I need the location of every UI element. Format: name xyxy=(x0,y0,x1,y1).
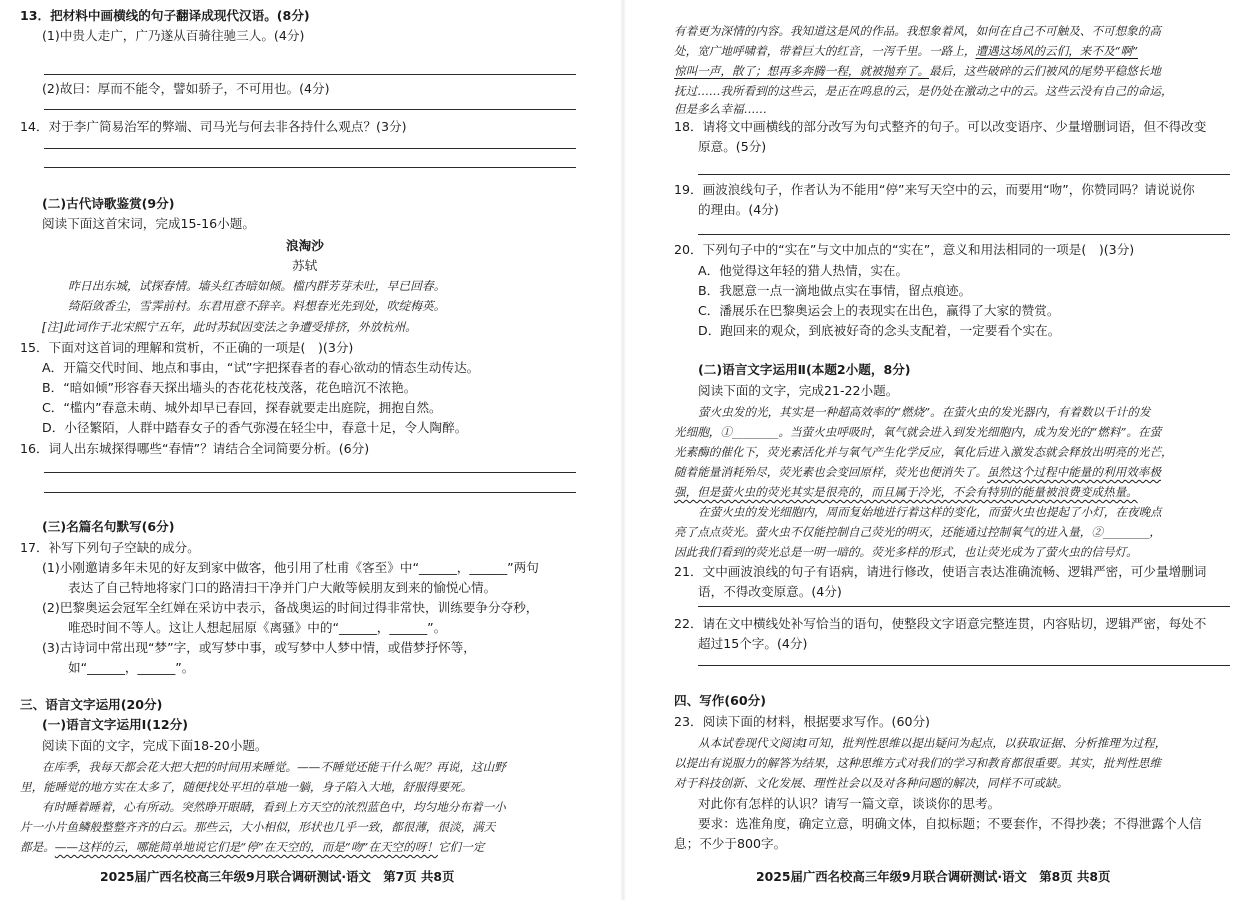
reading-text: 最后，这些破碎的云们被风的尾势平稳悠长地 xyxy=(929,64,1161,78)
q15-option-d: D．小径繁陌，人群中踏春女子的香气弥漫在轻尘中，春意十足，令人陶醉。 xyxy=(42,420,468,435)
reading-text: 里，能睡觉的地方实在太多了，随便找处平坦的草地一躺，身子陷入大地，舒服得要死。 xyxy=(20,780,473,794)
q20-option-d: D．跑回来的观众，到底被好奇的念头支配着，一定要看个实在。 xyxy=(698,323,1061,338)
q16: 16．词人出东城探得哪些“春情”？请结合全词简要分析。(6分) xyxy=(20,441,370,456)
q15-option-a: A．开篇交代时间、地点和事由，“试”字把探春者的春心欲动的情态生动传达。 xyxy=(42,360,480,375)
q22-line-1: 22．请在文中横线处补写恰当的语句，使整段文字语意完整连贯，内容贴切，逻辑严密，每处不 xyxy=(674,616,1207,631)
reading-text: 光细胞，①________。当萤火虫呼吸时，氧气就会进入到发光细胞内，成为发光的“燃料”。在萤 xyxy=(674,425,1162,439)
reading-text: 在库季，我每天都会花大把大把的时间用来睡觉。——不睡觉还能干什么呢？再说，这山野 xyxy=(42,760,506,774)
q15: 15．下面对这首词的理解和赏析，不正确的一项是( )(3分) xyxy=(20,340,354,355)
answer-line[interactable] xyxy=(698,606,1230,607)
q20-option-b: B．我愿意一点一滴地做点实在事情，留点痕迹。 xyxy=(698,283,972,298)
reading-text: 它们一定 xyxy=(437,840,485,854)
reading-text: 在萤火虫的发光细胞内，周而复始地进行着这样的变化，而萤火虫也提起了小灯，在夜晚点 xyxy=(698,505,1162,519)
q18-line-1: 18．请将文中画横线的部分改写为句式整齐的句子。可以改变语序、少量增删词语，但不得改变 xyxy=(674,119,1207,134)
q22-line-2: 超过15个字。(4分) xyxy=(698,636,808,651)
poem-line-1: 昨日出东城，试探春情。墙头红杏暗如倾。槛内群芳芽未吐，早已回春。 xyxy=(68,279,446,293)
reading-text: 光素酶的催化下，荧光素活化并与氧气产生化学反应，氧化后进入激发态就会释放出明亮的光芒， xyxy=(674,445,1173,459)
answer-line[interactable] xyxy=(44,109,576,110)
writing-material: 以提出有说服力的解答为结果，这种思维方式对我们的学习和教育都很重要。其实，批判性思维 xyxy=(674,756,1161,770)
wavy-underlined-sentence: ——这样的云，哪能简单地说它们是“停”在天空的，而是“吻”在天空的呀！ xyxy=(54,840,438,854)
q13-part1: (1)中贵人走广，广乃遂从百骑往驰三人。(4分) xyxy=(42,28,305,43)
reading-text xyxy=(674,483,1138,501)
answer-line[interactable] xyxy=(44,472,576,473)
q23: 23．阅读下面的材料，根据要求写作。(60分) xyxy=(674,714,930,729)
poem-title: 浪淘沙 xyxy=(286,238,324,253)
q14: 14．对于李广简易治军的弊端、司马光与何去非各持什么观点？(3分) xyxy=(20,119,407,134)
writing-material: 对于科技创新、文化发展、理性社会以及对各种问题的解决，同样不可或缺。 xyxy=(674,776,1069,790)
section-poetry-intro: 阅读下面这首宋词，完成15-16小题。 xyxy=(42,216,255,231)
section-3-sub-heading: (一)语言文字运用Ⅰ(12分) xyxy=(42,717,188,732)
q13-title: 13．把材料中画横线的句子翻译成现代汉语。(8分) xyxy=(20,8,310,23)
reading-text: 处，宽广地呼啸着，带着巨大的红音，一泻千里。一路上， xyxy=(674,44,976,58)
q19-line-2: 的理由。(4分) xyxy=(698,202,779,217)
section-writing-heading: 四、写作(60分) xyxy=(674,693,767,708)
wavy-underlined-sentence: 虽然这个过程中能量的利用效率极 xyxy=(987,465,1161,479)
reading-text: 因此我们看到的荧光总是一明一暗的。荧光多样的形式，也让荧光成为了萤火虫的信号灯。 xyxy=(674,545,1138,559)
reading-text: 抚过……我所看到的这些云，是正在呜息的云，是仍处在激动之中的云。这些云没有自己的命运， xyxy=(674,84,1173,98)
section-poetry-heading: (二)古代诗歌鉴赏(9分) xyxy=(42,196,175,211)
q19-line-1: 19．画波浪线句子，作者认为不能用“停”来写天空中的云，而要用“吻”，你赞同吗？请说说你 xyxy=(674,182,1195,197)
q17-2-line-1: (2)巴黎奥运会冠军全红婵在采访中表示，备战奥运的时间过得非常快，训练要争分夺秒， xyxy=(42,600,539,615)
writing-material: 从本试卷现代文阅读Ⅰ可知，批判性思维以提出疑问为起点，以获取证据、分析推理为过程， xyxy=(698,736,1167,750)
page-footer: 2025届广西名校高三年级9月联合调研测试·语文 第7页 共8页 xyxy=(100,869,455,884)
section-3-intro: 阅读下面的文字，完成下面18-20小题。 xyxy=(42,738,268,753)
reading-text: 有时睡着睡着，心有所动。突然睁开眼睛，看到上方天空的浓烈蓝色中，均匀地分布着一小 xyxy=(42,800,506,814)
answer-line[interactable] xyxy=(44,148,576,149)
q21-line-1: 21．文中画波浪线的句子有语病，请进行修改，使语言表达准确流畅、逻辑严密，可少量增删词 xyxy=(674,564,1207,579)
poem-author: 苏轼 xyxy=(292,258,318,273)
underlined-sentence: 遭遇这场风的云们，来不及“啊” xyxy=(975,44,1139,58)
q21-line-2: 语，不得改变原意。(4分) xyxy=(698,584,842,599)
reading-text xyxy=(674,42,1138,60)
answer-line[interactable] xyxy=(698,174,1230,175)
reading-text xyxy=(674,463,1161,481)
reading-text: 都是。 xyxy=(20,840,55,854)
writing-requirements: 要求：选准角度，确定立意，明确文体，自拟标题；不要套作，不得抄袭；不得泄露个人信 xyxy=(698,816,1202,831)
reading-text: 萤火虫发的光，其实是一种超高效率的“燃烧”。在萤火虫的发光器内，有着数以千计的发 xyxy=(698,405,1151,419)
writing-prompt: 对此你有怎样的认识？请写一篇文章，谈谈你的思考。 xyxy=(698,796,1001,811)
reading-text: 亮了点点荧光。萤火虫不仅能控制自己荧光的明灭，还能通过控制氧气的进入量，②________， xyxy=(674,525,1161,539)
wavy-underlined-sentence: 强，但是萤火虫的荧光其实是很亮的，而且属于冷光，不会有特别的能量被浪费变成热量。 xyxy=(674,485,1138,499)
q17-2-line-2: 唯恐时间不等人。这让人想起屈原《离骚》中的“______，______”。 xyxy=(68,620,447,635)
reading-text xyxy=(20,838,484,856)
answer-line[interactable] xyxy=(44,74,576,75)
underlined-sentence: 惊叫一声，散了；想再多奔腾一程，就被抛弃了。 xyxy=(674,64,930,78)
page-footer: 2025届广西名校高三年级9月联合调研测试·语文 第8页 共8页 xyxy=(756,869,1111,884)
reading-text: 片一小片鱼鳞般整整齐齐的白云。那些云，大小相似，形状也几乎一致，都很薄，很淡，满天 xyxy=(20,820,496,834)
section-3-heading: 三、语言文字运用(20分) xyxy=(20,697,163,712)
answer-line[interactable] xyxy=(44,492,576,493)
poem-note: [注]此词作于北宋熙宁五年，此时苏轼因变法之争遭受排挤，外放杭州。 xyxy=(42,320,417,334)
poem-line-2: 绮陌敛香尘，雪霁前村。东君用意不辞辛。料想春光先到处，吹绽梅英。 xyxy=(68,299,446,313)
q13-part2: (2)故曰：厚而不能令，譬如骄子，不可用也。(4分) xyxy=(42,81,330,96)
exam-page-8 xyxy=(634,0,1246,900)
q20: 20．下列句子中的“实在”与文中加点的“实在”，意义和用法相同的一项是( )(3分) xyxy=(674,242,1135,257)
q15-option-c: C．“槛内”春意未萌、城外却早已春回，探春就要走出庭院，拥抱自然。 xyxy=(42,400,442,415)
writing-requirements: 息；不少于800字。 xyxy=(674,836,787,851)
reading-text: 随着能量消耗殆尽，荧光素也会变回原样，荧光也便消失了。 xyxy=(674,465,988,479)
exam-page-7 xyxy=(0,0,612,900)
q20-option-c: C．潘展乐在巴黎奥运会上的表现实在出色，赢得了大家的赞赏。 xyxy=(698,303,1060,318)
answer-line[interactable] xyxy=(698,234,1230,235)
q17-1-line-2: 表达了自己特地将家门口的路清扫干净并门户大敞等候朋友到来的愉悦心情。 xyxy=(68,580,497,595)
section-lang2-intro: 阅读下面的文字，完成21-22小题。 xyxy=(698,383,899,398)
q17-1-line-1: (1)小刚邀请多年未见的好友到家中做客，他引用了杜甫《客至》中“______，______”两句 xyxy=(42,560,539,575)
q20-option-a: A．他觉得这年轻的猎人热情，实在。 xyxy=(698,263,909,278)
answer-line[interactable] xyxy=(44,167,576,168)
reading-text: 但是多么幸福…… xyxy=(674,102,767,116)
q17-3-line-2: 如“______，______”。 xyxy=(68,660,195,675)
reading-text: 有着更为深情的内容。我知道这是风的作品。我想象着风，如何在自己不可触及、不可想象的高 xyxy=(674,24,1161,38)
section-dictation-heading: (三)名篇名句默写(6分) xyxy=(42,519,175,534)
q15-option-b: B．“暗如倾”形容春天探出墙头的杏花花枝茂落，花色暗沉不浓艳。 xyxy=(42,380,417,395)
answer-line[interactable] xyxy=(698,665,1230,666)
q17-3-line-1: (3)古诗词中常出现“梦”字，或写梦中事，或写梦中人梦中情，或借梦抒怀等， xyxy=(42,640,476,655)
section-lang2-heading: (二)语言文字运用Ⅱ(本题2小题，8分) xyxy=(698,362,911,377)
q18-line-2: 原意。(5分) xyxy=(698,139,767,154)
page-seam xyxy=(620,0,626,900)
q17: 17．补写下列句子空缺的成分。 xyxy=(20,540,200,555)
reading-text xyxy=(674,62,1161,80)
